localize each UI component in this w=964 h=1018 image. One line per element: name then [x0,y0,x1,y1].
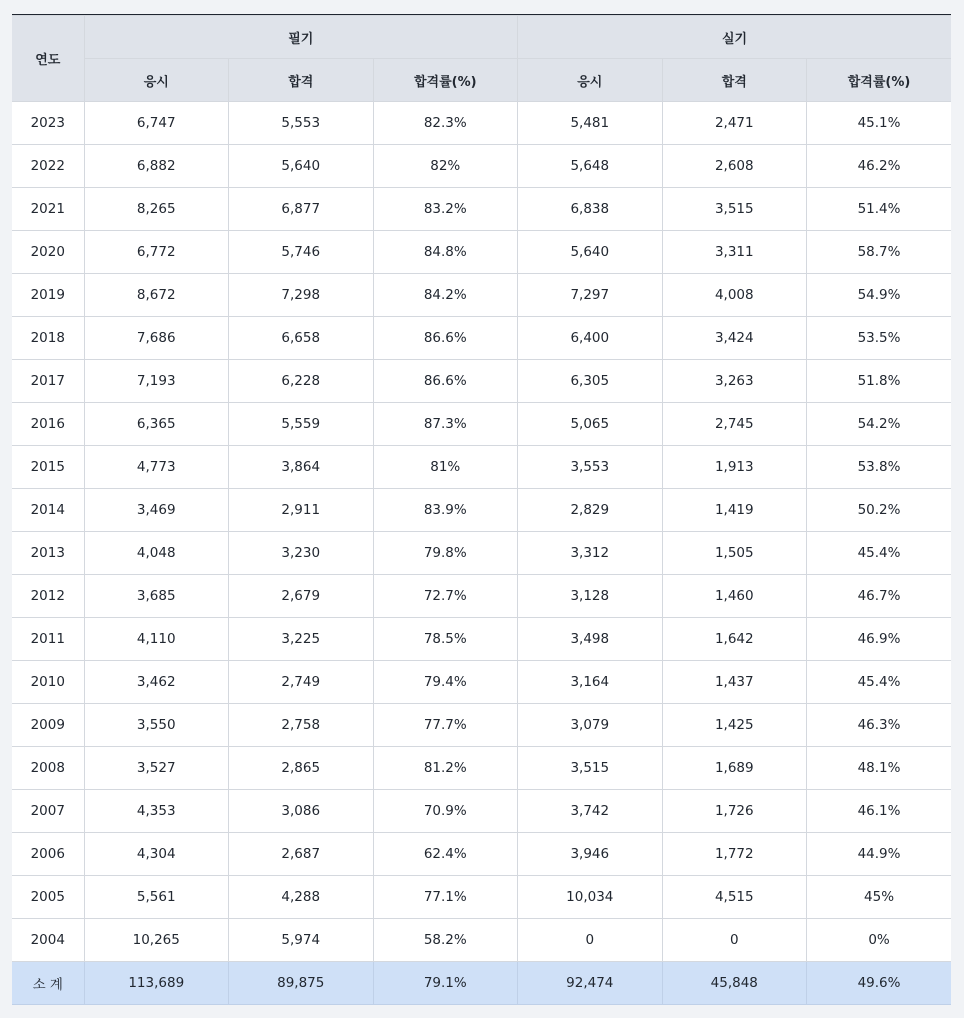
cell-written-applied: 3,462 [84,661,229,704]
cell-written-passed: 7,298 [229,274,374,317]
total-written-passed: 89,875 [229,962,374,1005]
cell-practical-pass-rate: 45.1% [807,102,952,145]
cell-written-passed: 6,228 [229,360,374,403]
exam-stats-table-container [12,14,951,1005]
cell-written-passed: 5,746 [229,231,374,274]
cell-year: 2010 [12,661,84,704]
cell-practical-applied: 7,297 [518,274,663,317]
cell-practical-pass-rate: 46.1% [807,790,952,833]
cell-year: 2012 [12,575,84,618]
cell-year: 2015 [12,446,84,489]
table-row [12,360,951,403]
cell-practical-pass-rate: 53.5% [807,317,952,360]
cell-written-pass-rate: 83.2% [373,188,518,231]
cell-practical-applied: 3,079 [518,704,663,747]
header-practical-passed: 합격 [662,59,807,102]
table-row [12,231,951,274]
cell-year: 2004 [12,919,84,962]
cell-practical-pass-rate: 48.1% [807,747,952,790]
cell-practical-applied: 0 [518,919,663,962]
cell-practical-passed: 1,726 [662,790,807,833]
table-body [12,102,951,1005]
cell-year: 2018 [12,317,84,360]
cell-written-pass-rate: 82% [373,145,518,188]
cell-practical-pass-rate: 46.9% [807,618,952,661]
cell-practical-applied: 5,065 [518,403,663,446]
table-row [12,446,951,489]
cell-written-passed: 6,877 [229,188,374,231]
cell-written-pass-rate: 70.9% [373,790,518,833]
cell-written-pass-rate: 86.6% [373,360,518,403]
table-row [12,833,951,876]
table-row [12,876,951,919]
cell-written-pass-rate: 86.6% [373,317,518,360]
cell-written-passed: 3,864 [229,446,374,489]
cell-practical-passed: 3,515 [662,188,807,231]
table-row [12,919,951,962]
cell-practical-pass-rate: 45.4% [807,661,952,704]
exam-stats-table [12,15,951,1005]
cell-practical-applied: 3,742 [518,790,663,833]
cell-written-passed: 2,865 [229,747,374,790]
cell-practical-passed: 3,311 [662,231,807,274]
cell-written-applied: 3,469 [84,489,229,532]
total-label: 소 계 [12,962,84,1005]
cell-written-passed: 2,749 [229,661,374,704]
cell-practical-pass-rate: 58.7% [807,231,952,274]
cell-written-pass-rate: 72.7% [373,575,518,618]
table-row [12,317,951,360]
cell-written-applied: 7,193 [84,360,229,403]
table-row [12,274,951,317]
cell-written-pass-rate: 84.8% [373,231,518,274]
cell-written-pass-rate: 77.1% [373,876,518,919]
cell-year: 2020 [12,231,84,274]
cell-practical-passed: 2,608 [662,145,807,188]
cell-year: 2016 [12,403,84,446]
cell-written-applied: 4,773 [84,446,229,489]
cell-practical-applied: 3,128 [518,575,663,618]
cell-year: 2006 [12,833,84,876]
cell-written-applied: 3,527 [84,747,229,790]
cell-written-pass-rate: 87.3% [373,403,518,446]
cell-written-applied: 6,365 [84,403,229,446]
table-row [12,102,951,145]
cell-written-passed: 2,679 [229,575,374,618]
cell-written-pass-rate: 83.9% [373,489,518,532]
cell-written-applied: 6,882 [84,145,229,188]
cell-written-passed: 3,230 [229,532,374,575]
cell-practical-applied: 3,164 [518,661,663,704]
table-row [12,704,951,747]
cell-year: 2013 [12,532,84,575]
cell-practical-passed: 2,745 [662,403,807,446]
cell-written-applied: 5,561 [84,876,229,919]
cell-practical-passed: 1,460 [662,575,807,618]
cell-written-applied: 6,772 [84,231,229,274]
cell-written-applied: 7,686 [84,317,229,360]
table-row [12,618,951,661]
cell-practical-applied: 6,305 [518,360,663,403]
cell-practical-pass-rate: 53.8% [807,446,952,489]
cell-practical-passed: 1,505 [662,532,807,575]
cell-written-pass-rate: 82.3% [373,102,518,145]
cell-year: 2008 [12,747,84,790]
table-row [12,145,951,188]
cell-practical-applied: 5,481 [518,102,663,145]
cell-practical-applied: 3,312 [518,532,663,575]
cell-year: 2023 [12,102,84,145]
cell-practical-passed: 3,263 [662,360,807,403]
header-practical-pass-rate: 합격률(%) [807,59,952,102]
cell-year: 2021 [12,188,84,231]
cell-written-pass-rate: 78.5% [373,618,518,661]
header-written-applied: 응시 [84,59,229,102]
cell-written-pass-rate: 84.2% [373,274,518,317]
cell-year: 2019 [12,274,84,317]
cell-written-applied: 3,685 [84,575,229,618]
cell-practical-passed: 1,772 [662,833,807,876]
cell-year: 2022 [12,145,84,188]
cell-year: 2017 [12,360,84,403]
cell-practical-applied: 5,640 [518,231,663,274]
total-row [12,962,951,1005]
header-row-groups [12,16,951,59]
cell-practical-passed: 4,515 [662,876,807,919]
cell-practical-applied: 2,829 [518,489,663,532]
cell-practical-passed: 1,913 [662,446,807,489]
header-written-passed: 합격 [229,59,374,102]
total-written-pass-rate: 79.1% [373,962,518,1005]
cell-written-passed: 2,758 [229,704,374,747]
table-row [12,188,951,231]
cell-practical-passed: 2,471 [662,102,807,145]
cell-written-passed: 4,288 [229,876,374,919]
cell-written-applied: 8,265 [84,188,229,231]
cell-practical-pass-rate: 50.2% [807,489,952,532]
header-year: 연도 [12,16,84,102]
total-practical-passed: 45,848 [662,962,807,1005]
cell-written-pass-rate: 81% [373,446,518,489]
cell-written-pass-rate: 79.8% [373,532,518,575]
table-row [12,747,951,790]
total-practical-pass-rate: 49.6% [807,962,952,1005]
cell-practical-pass-rate: 54.2% [807,403,952,446]
cell-practical-applied: 5,648 [518,145,663,188]
cell-written-applied: 3,550 [84,704,229,747]
total-written-applied: 113,689 [84,962,229,1005]
cell-year: 2007 [12,790,84,833]
cell-practical-pass-rate: 44.9% [807,833,952,876]
cell-written-applied: 10,265 [84,919,229,962]
cell-practical-pass-rate: 51.8% [807,360,952,403]
cell-written-pass-rate: 62.4% [373,833,518,876]
cell-written-applied: 4,048 [84,532,229,575]
cell-written-passed: 6,658 [229,317,374,360]
cell-practical-pass-rate: 46.2% [807,145,952,188]
header-written-group: 필기 [84,16,518,59]
cell-practical-pass-rate: 51.4% [807,188,952,231]
cell-written-passed: 5,559 [229,403,374,446]
cell-written-passed: 3,225 [229,618,374,661]
cell-written-passed: 5,640 [229,145,374,188]
cell-practical-pass-rate: 46.7% [807,575,952,618]
cell-written-passed: 2,911 [229,489,374,532]
cell-written-applied: 6,747 [84,102,229,145]
cell-written-pass-rate: 58.2% [373,919,518,962]
table-header [12,16,951,102]
cell-year: 2009 [12,704,84,747]
cell-written-pass-rate: 79.4% [373,661,518,704]
header-practical-group: 실기 [518,16,952,59]
cell-practical-applied: 3,553 [518,446,663,489]
cell-written-passed: 5,974 [229,919,374,962]
cell-year: 2005 [12,876,84,919]
table-row [12,403,951,446]
cell-written-passed: 2,687 [229,833,374,876]
cell-practical-passed: 1,437 [662,661,807,704]
table-row [12,661,951,704]
cell-practical-pass-rate: 46.3% [807,704,952,747]
table-row [12,575,951,618]
cell-written-applied: 4,304 [84,833,229,876]
cell-practical-passed: 3,424 [662,317,807,360]
cell-written-applied: 4,353 [84,790,229,833]
cell-practical-pass-rate: 54.9% [807,274,952,317]
cell-written-passed: 5,553 [229,102,374,145]
cell-practical-passed: 4,008 [662,274,807,317]
cell-practical-applied: 6,400 [518,317,663,360]
table-row [12,489,951,532]
table-row [12,790,951,833]
cell-year: 2011 [12,618,84,661]
header-written-pass-rate: 합격률(%) [373,59,518,102]
cell-practical-applied: 3,515 [518,747,663,790]
cell-written-passed: 3,086 [229,790,374,833]
cell-practical-pass-rate: 0% [807,919,952,962]
cell-practical-applied: 3,498 [518,618,663,661]
cell-practical-pass-rate: 45.4% [807,532,952,575]
header-row-columns [12,59,951,102]
cell-practical-passed: 1,419 [662,489,807,532]
cell-written-applied: 4,110 [84,618,229,661]
cell-practical-passed: 1,425 [662,704,807,747]
cell-written-pass-rate: 77.7% [373,704,518,747]
table-row [12,532,951,575]
cell-practical-applied: 3,946 [518,833,663,876]
header-practical-applied: 응시 [518,59,663,102]
cell-practical-applied: 10,034 [518,876,663,919]
cell-practical-pass-rate: 45% [807,876,952,919]
total-practical-applied: 92,474 [518,962,663,1005]
cell-year: 2014 [12,489,84,532]
cell-practical-passed: 0 [662,919,807,962]
cell-practical-applied: 6,838 [518,188,663,231]
cell-written-applied: 8,672 [84,274,229,317]
cell-practical-passed: 1,642 [662,618,807,661]
cell-written-pass-rate: 81.2% [373,747,518,790]
cell-practical-passed: 1,689 [662,747,807,790]
